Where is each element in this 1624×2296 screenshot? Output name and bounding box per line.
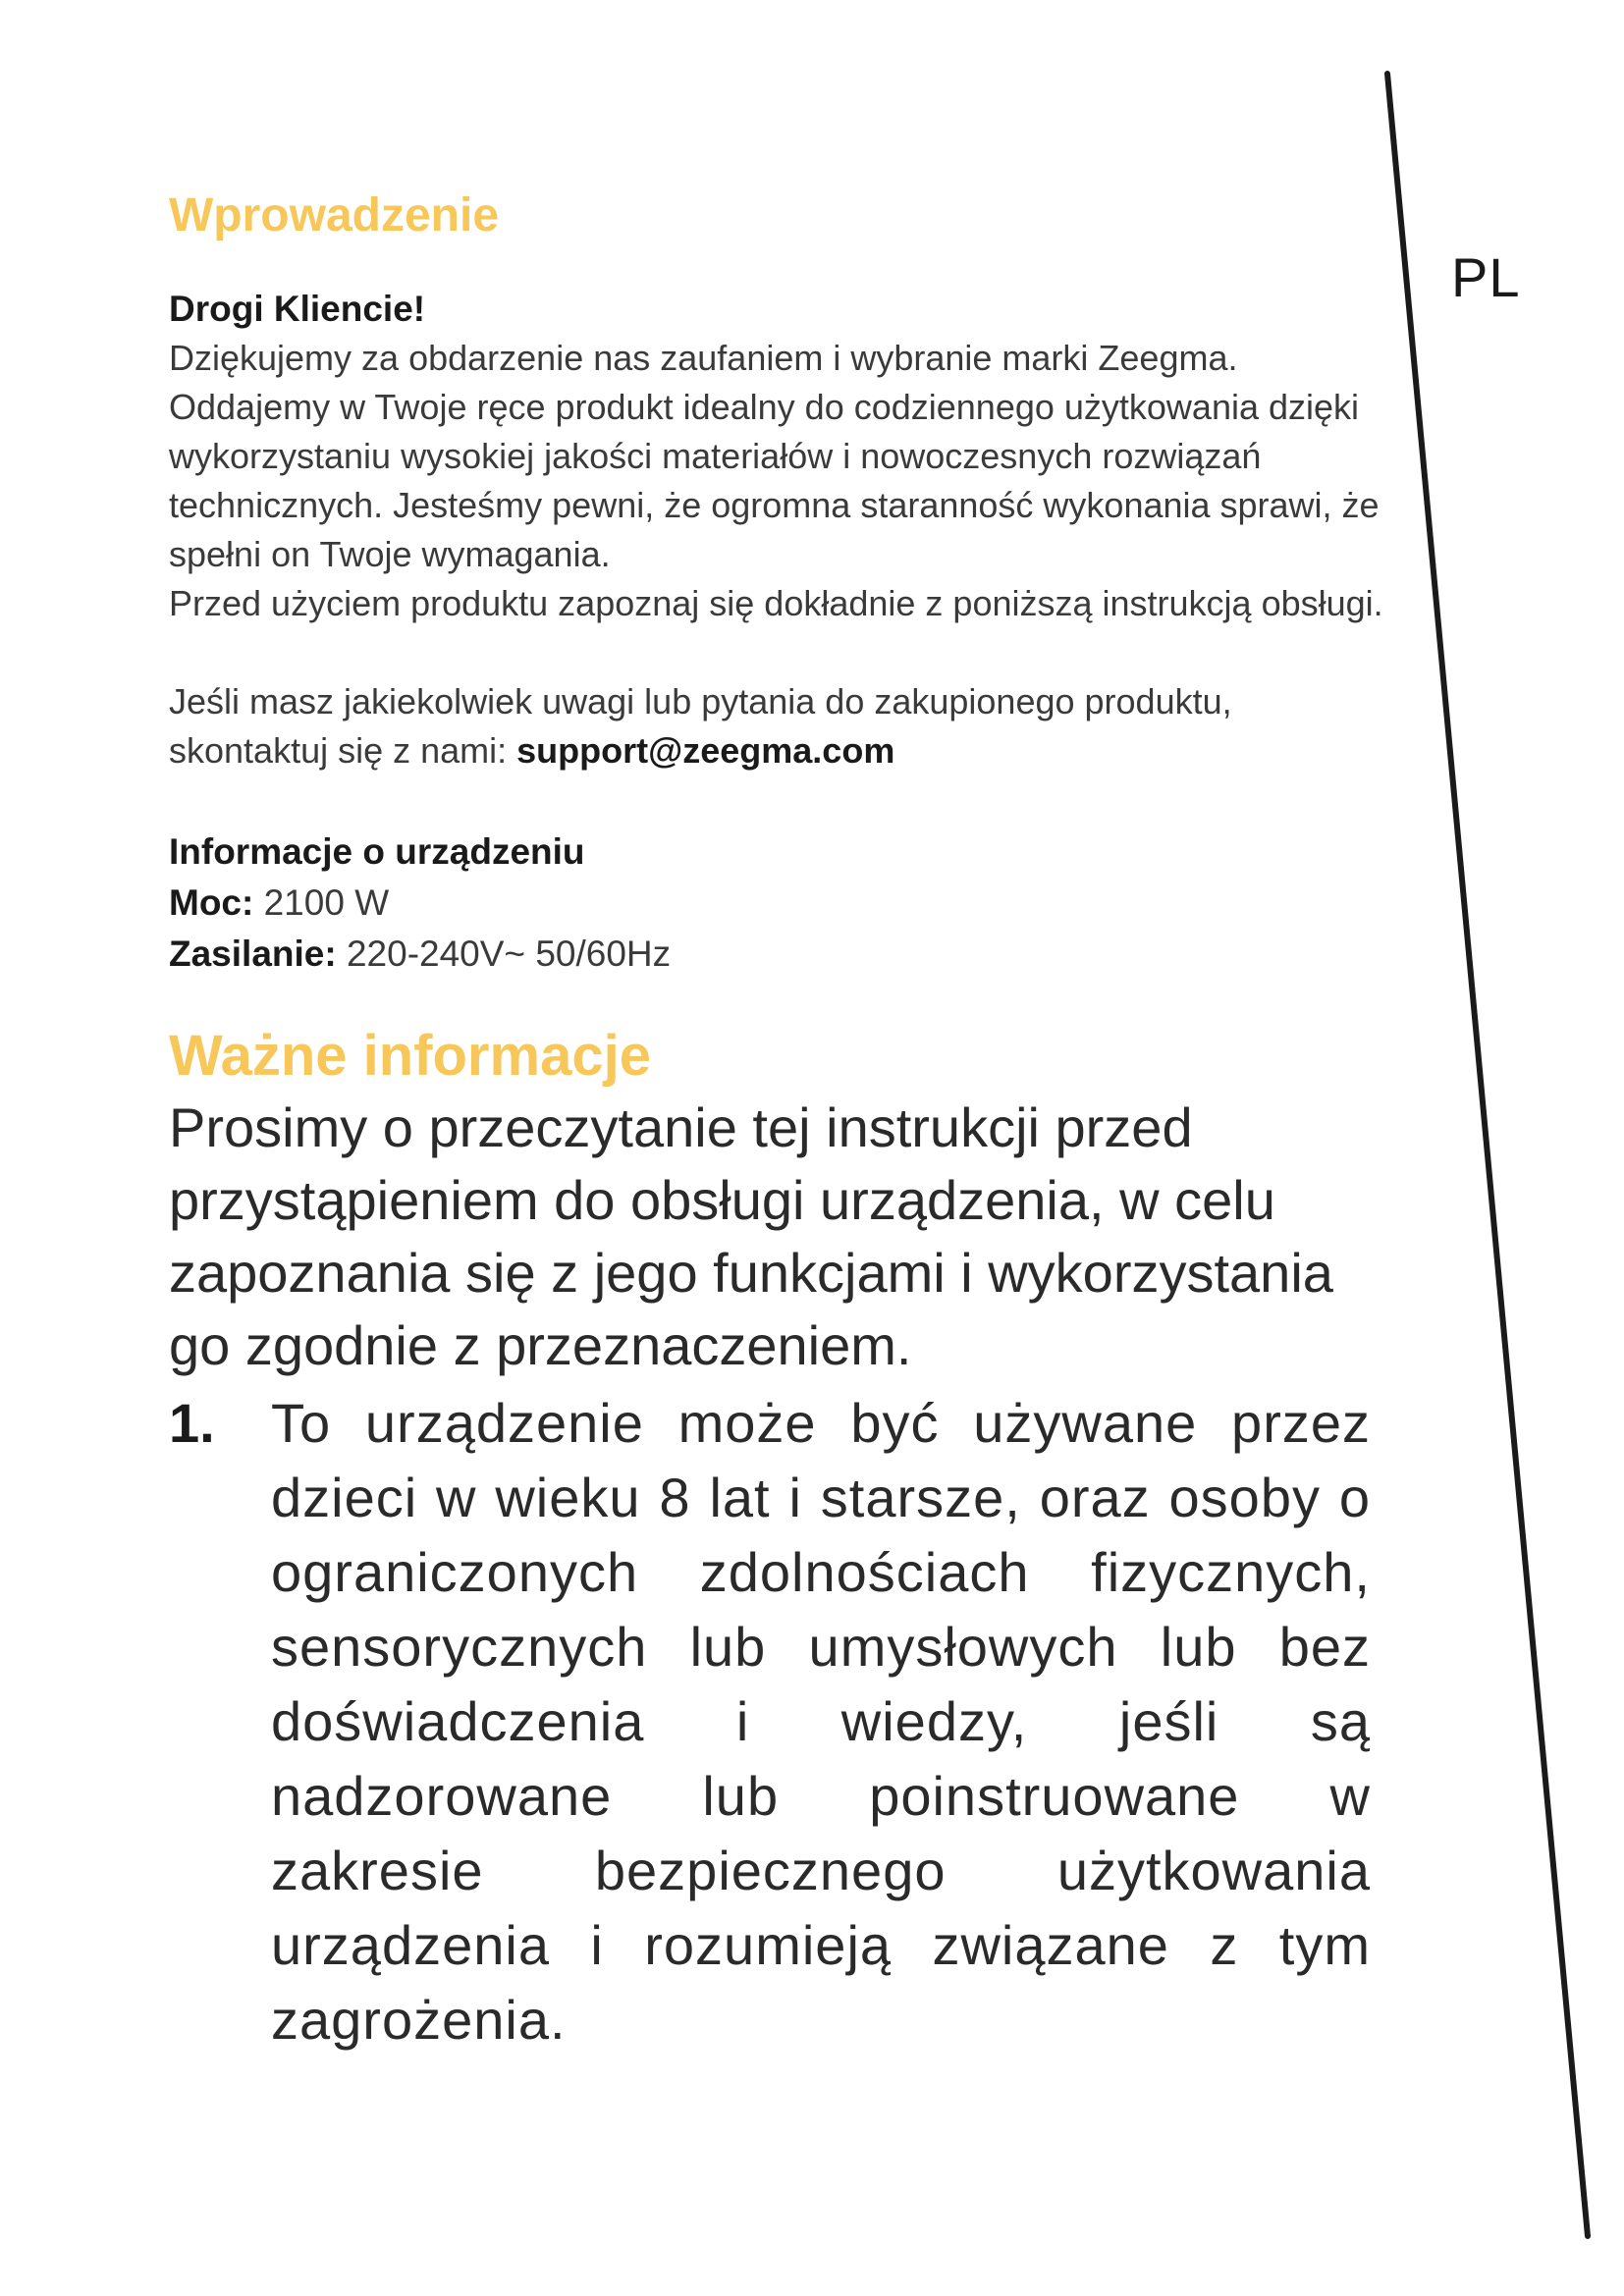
device-info-title: Informacje o urządzeniu <box>169 831 585 872</box>
decorative-diagonal-line <box>1387 74 1588 2236</box>
greeting: Drogi Kliencie! <box>169 289 426 329</box>
power-value: 2100 W <box>263 882 390 923</box>
important-lead: Prosimy o przeczytanie tej instrukcji przed przystąpieniem do obsługi urządzenia, w celu zapoznania się z jego funkcjami i wykorzystania go zgodnie z przeznaczeniem. <box>169 1096 1333 1376</box>
contact-email[interactable]: support@zeegma.com <box>516 730 895 771</box>
supply-spec <box>169 929 1386 980</box>
list-item-number: 1. <box>169 1392 215 1454</box>
instruction-paragraph: Przed użyciem produktu zapoznaj się dokładnie z poniższą instrukcją obsługi. <box>169 583 1383 623</box>
contact-text: Jeśli masz jakiekolwiek uwagi lub pytania do zakupionego produktu, skontaktuj się z nami: <box>169 681 1232 771</box>
contact-paragraph <box>169 677 1386 775</box>
supply-label: Zasilanie: <box>169 934 337 974</box>
list-item <box>169 1386 1386 2057</box>
power-label: Moc: <box>169 882 254 923</box>
intro-paragraph: Dziękujemy za obdarzenie nas zaufaniem i wybranie marki Zeegma. Oddajemy w Twoje ręce produkt idealny do codziennego użytkowania dzięki wykorzystaniu wysokiej jakości materiałów i nowoczesnych rozwiązań technicznych. Jesteśmy pewni, że ogromna staranność wykonania sprawi, że spełni on Twoje wymagania. <box>169 338 1380 574</box>
important-heading: Ważne informacje <box>169 1024 651 1088</box>
language-tab-label: PL <box>1451 246 1521 308</box>
supply-value: 220-240V~ 50/60Hz <box>346 934 672 974</box>
list-item-text: To urządzenie może być używane przez dzieci w wieku 8 lat i starsze, oraz osoby o ograniczonych zdolnościach fizycznych, sensorycznych lub umysłowych lub bez doświadczenia i wiedzy, jeśli są nadzorowane lub poinstruowane w zakresie bezpiecznego użytkowania urządzenia i rozumieją związane z tym zagrożenia. <box>271 1392 1371 2051</box>
main-content <box>169 187 1386 2057</box>
power-spec <box>169 878 1386 929</box>
intro-heading: Wprowadzenie <box>169 189 500 241</box>
